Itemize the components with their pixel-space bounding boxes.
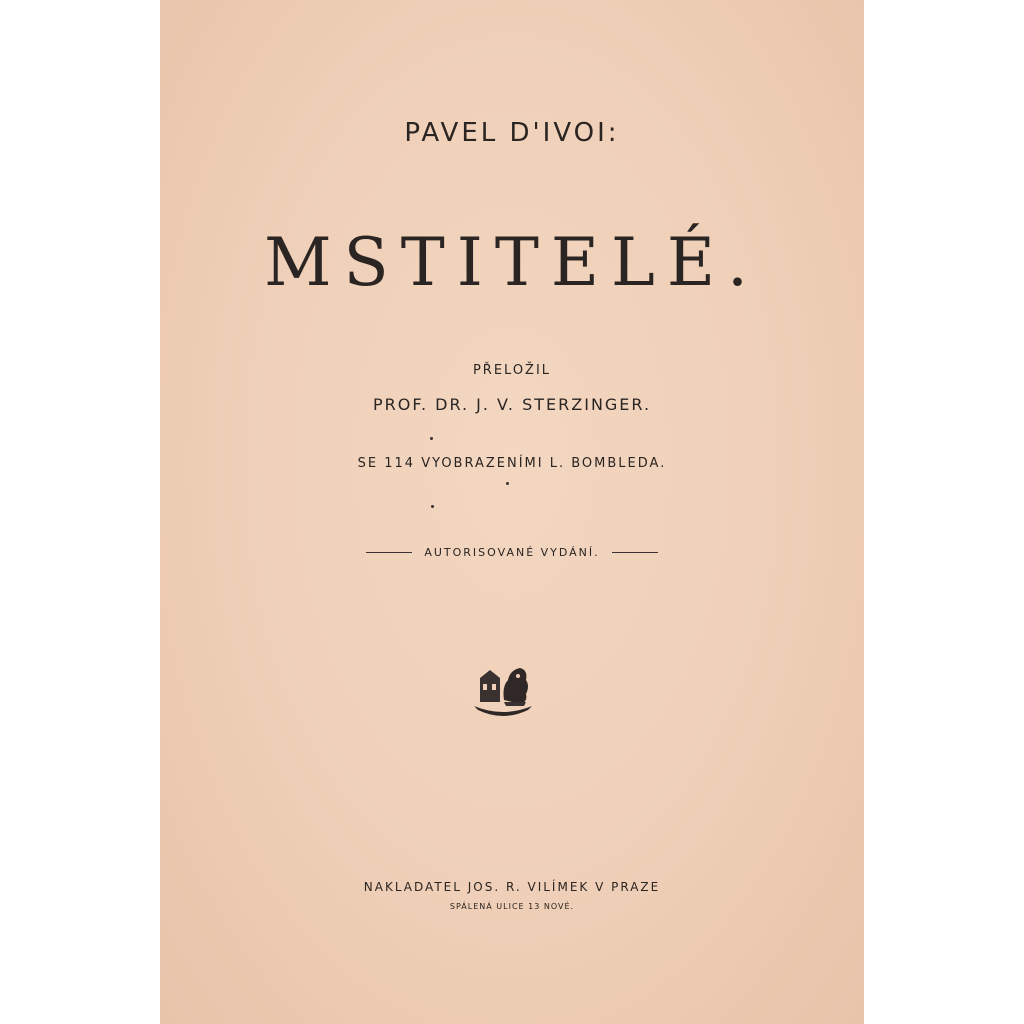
ornament-dot — [431, 505, 434, 508]
title-page — [160, 0, 864, 1024]
ornament-dot — [430, 437, 433, 440]
author-name: PAVEL D'IVOI: — [404, 118, 620, 148]
publisher-name: NAKLADATEL JOS. R. VILÍMEK V PRAZE — [363, 880, 661, 894]
publisher-address: SPÁLENÁ ULICE 13 NOVÉ. — [449, 902, 575, 911]
illustrations-credit: SE 114 VYOBRAZENÍMI L. BOMBLEDA. — [357, 456, 667, 471]
edition-label: AUTORISOVANÉ VYDÁNÍ. — [424, 546, 600, 559]
book-title: MSTITELÉ. — [263, 224, 761, 301]
translator-name: PROF. DR. J. V. STERZINGER. — [372, 395, 652, 414]
translated-by-label: PŘELOŽIL — [472, 363, 552, 378]
edition-line — [160, 546, 864, 559]
divider-right — [612, 552, 658, 553]
divider-left — [366, 552, 412, 553]
ornament-dot — [506, 482, 509, 485]
lion-emblem-icon — [468, 660, 538, 724]
